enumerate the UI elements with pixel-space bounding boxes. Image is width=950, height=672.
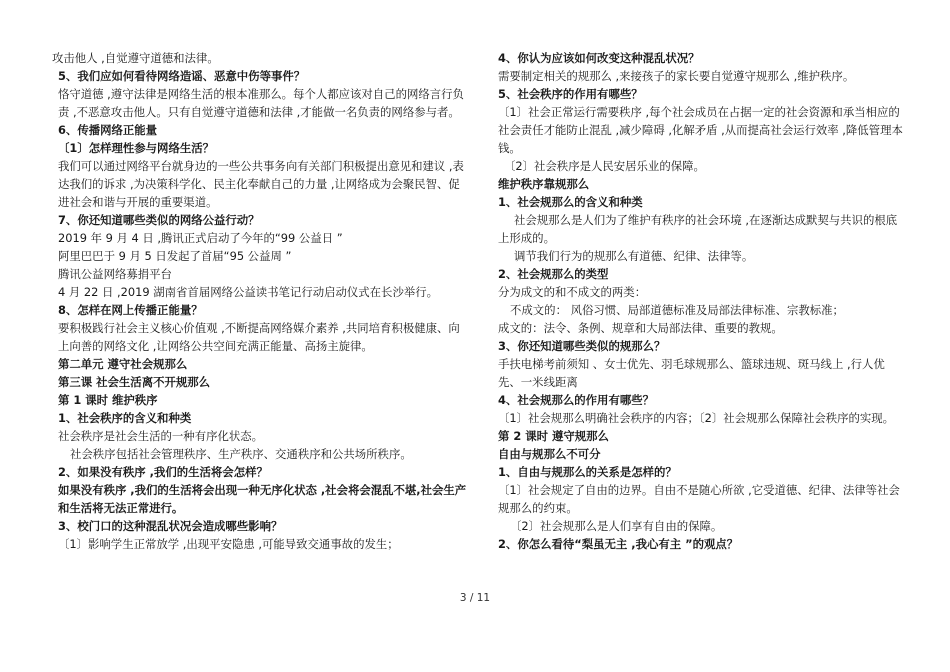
sub-heading: 〔1〕怎样理性参与网络生活？ [58,141,215,155]
question-heading: 2、如果没有秩序 ,我们的生活将会怎样？ [58,465,268,479]
question-heading: 2、社会规那么的类型 [498,267,609,281]
section-heading: 维护秩序靠规那么 [498,177,590,191]
question-heading: 5、社会秩序的作用有哪些？ [498,87,643,101]
paragraph: 〔1〕社会规定了自由的边界。自由不是随心所欲 ,它受道德、纪律、法律等社会规那么的约束。 [498,483,900,515]
section-heading: 自由与规那么不可分 [498,447,601,461]
question-heading: 8、怎样在网上传播正能量？ [58,303,203,317]
paragraph: 社会规那么是人们为了维护有秩序的社会环境 ,在逐渐达成默契与共识的根底上形成的。 [498,213,898,245]
paragraph: 我们可以通过网络平台就身边的一些公共事务向有关部门积极提出意见和建议 ,表达我们的诉求 ,为决策科学化、民主化奉献自己的力量 ,让网络成为会聚民智、促进社会和谐与开展的重要渠道。 [58,159,464,209]
question-heading: 1、自由与规那么的关系是怎样的？ [498,465,677,479]
text-line: 攻击他人 ,自觉遵守道德和法律。 [52,51,219,65]
text-line: 社会秩序包括社会管理秩序、生产秩序、交通秩序和公共场所秩序。 [70,447,412,461]
text-line: 〔2〕社会规那么是人们享有自由的保障。 [510,519,723,533]
text-line: 调节我们行为的规那么有道德、纪律、法律等。 [514,249,754,263]
lesson-heading: 第 1 课时 维护秩序 [58,393,158,407]
question-heading: 3、校门口的这种混乱状况会造成哪些影响？ [58,519,283,533]
paragraph: 手扶电梯考前须知 、女士优先、羽毛球规那么、篮球违规、斑马线上 ,行人优先、一米线距离 [498,357,885,389]
text-line: 分为成文的和不成文的两类： [498,285,647,299]
text-line: 阿里巴巴于 9 月 5 日发起了首届“95 公益周 ” [58,249,292,263]
text-line: 4 月 22 日 ,2019 湖南省首届网络公益读书笔记行动启动仪式在长沙举行。 [58,285,439,299]
text-line: 需要制定相关的规那么 ,来接孩子的家长要自觉遵守规那么 ,维护秩序。 [498,69,855,83]
question-heading: 3、你还知道哪些类似的规那么？ [498,339,666,353]
text-line: 腾讯公益网络募捐平台 [58,267,172,281]
question-heading: 5、我们应如何看待网络造谣、恶意中伤等事件？ [58,69,306,83]
unit-heading: 第二单元 遵守社会规那么 [58,357,188,371]
question-heading: 1、社会秩序的含义和种类 [58,411,192,425]
text-line: 2019 年 9 月 4 日 ,腾讯正式启动了今年的“99 公益日 ” [58,231,343,245]
lesson-heading: 第三课 社会生活离不开规那么 [58,375,211,389]
text-line: 〔1〕影响学生正常放学 ,出现平安隐患 ,可能导致交通事故的发生； [58,537,399,551]
question-heading: 4、社会规那么的作用有哪些？ [498,393,655,407]
right-column [486,49,906,553]
paragraph: 〔1〕社会正常运行需要秩序 ,每个社会成员在占据一定的社会资源和承当相应的社会责任才能防止混乱 ,减少障碍 ,化解矛盾 ,从而提高社会运行效率 ,降低管理本钱。 [498,105,903,155]
paragraph: 恪守道德 ,遵守法律是网络生活的根本准那么。每个人都应该对自己的网络言行负责 ,不恶意攻击他人。只有自觉遵守道德和法律 ,才能做一名负责的网络参与者。 [58,87,464,119]
text-line: 〔2〕社会秩序是人民安居乐业的保障。 [504,159,705,173]
question-heading: 7、你还知道哪些类似的网络公益行动？ [58,213,260,227]
paragraph: 〔1〕社会规那么明确社会秩序的内容；〔2〕社会规那么保障社会秩序的实现。 [498,411,895,425]
lesson-heading: 第 2 课时 遵守规那么 [498,429,609,443]
page-number: 3 / 11 [459,592,491,604]
section-heading: 6、传播网络正能量 [58,123,158,137]
left-column [52,49,468,553]
text-line: 不成文的： 风俗习惯、局部道德标准及局部法律标准、宗教标准； [510,303,844,317]
question-heading: 4、你认为应该如何改变这种混乱状况？ [498,51,700,65]
question-heading: 2、你怎么看待“梨虽无主 ,我心有主 ”的观点？ [498,537,739,551]
question-heading: 1、社会规那么的含义和种类 [498,195,643,209]
paragraph: 要积极践行社会主义核心价值观 ,不断提高网络媒介素养 ,共同培育积极健康、向上向善的网络文化 ,让网络公共空间充满正能量、高扬主旋律。 [58,321,460,353]
text-line: 社会秩序是社会生活的一种有序化状态。 [58,429,264,443]
text-line: 成文的：法令、条例、规章和大局部法律、重要的教规。 [498,321,783,335]
paragraph: 如果没有秩序 ,我们的生活将会出现一种无序化状态 ,社会将会混乱不堪,社会生产和生活将无法正常进行。 [58,483,467,515]
